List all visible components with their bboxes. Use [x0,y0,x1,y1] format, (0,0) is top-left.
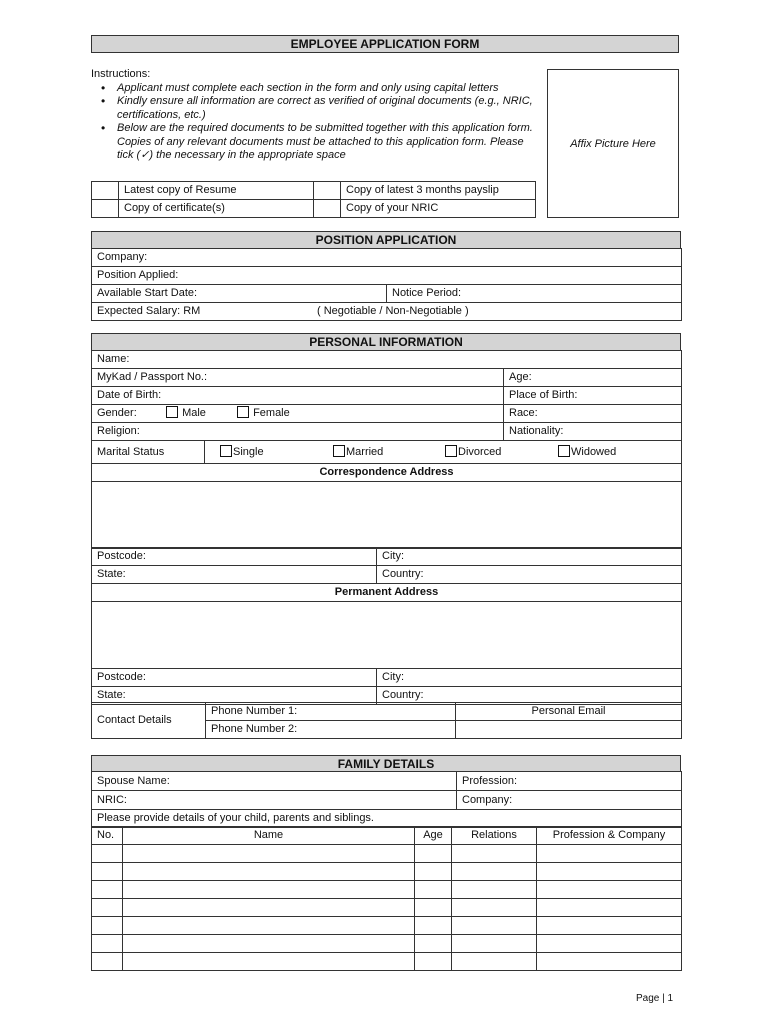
family-member-cell[interactable] [452,881,537,899]
family-member-row [92,899,682,917]
widowed-label: Widowed [571,446,617,458]
family-member-cell[interactable] [123,917,415,935]
family-member-cell[interactable] [92,845,123,863]
family-member-cell[interactable] [537,953,682,971]
checkbox-icon [558,445,570,457]
family-member-cell[interactable] [452,917,537,935]
gender-female-option[interactable] [237,406,290,421]
instruction-item: • Kindly ensure all information are correct as verified of original documents (e.g., NRIC, certifications, etc.) [117,95,541,122]
perm-postcode-field[interactable]: Postcode: [92,669,377,687]
family-member-cell[interactable] [537,845,682,863]
permanent-address-field[interactable] [92,602,682,669]
phone-number-1-field[interactable]: Phone Number 1: [206,703,456,721]
family-member-cell[interactable] [415,881,452,899]
female-label: Female [253,407,290,419]
column-header-age: Age [415,827,452,845]
family-member-cell[interactable] [92,899,123,917]
family-member-cell[interactable] [123,935,415,953]
photo-box[interactable] [547,69,679,218]
payslip-tick-box[interactable] [314,182,341,200]
dob-field[interactable]: Date of Birth: [92,387,504,405]
page-number: Page | 1 [636,993,674,1004]
marital-widowed-option[interactable] [558,445,616,460]
corr-state-field[interactable]: State: [92,566,377,584]
corr-city-field[interactable]: City: [377,548,682,566]
column-header-profession-company: Profession & Company [537,827,682,845]
checkbox-icon [445,445,457,457]
family-member-cell[interactable] [537,935,682,953]
family-section-header: FAMILY DETAILS [91,755,681,772]
family-member-cell[interactable] [92,917,123,935]
expected-salary-field[interactable] [92,303,682,321]
spouse-company-field[interactable]: Company: [457,791,682,810]
contact-details-table [91,702,682,739]
position-section-header: POSITION APPLICATION [91,231,681,249]
start-date-field[interactable]: Available Start Date: [92,285,387,303]
correspondence-address-details [91,547,682,705]
corr-country-field[interactable]: Country: [377,566,682,584]
race-field[interactable]: Race: [504,405,682,423]
company-field[interactable]: Company: [92,249,682,267]
family-member-cell[interactable] [537,863,682,881]
family-member-cell[interactable] [92,953,123,971]
divorced-label: Divorced [458,446,502,458]
family-member-cell[interactable] [415,899,452,917]
column-header-name: Name [123,827,415,845]
position-table [91,248,682,321]
family-member-cell[interactable] [92,881,123,899]
marital-married-option[interactable] [333,445,383,460]
family-member-cell[interactable] [452,845,537,863]
correspondence-address-field[interactable] [92,482,682,549]
family-member-cell[interactable] [123,881,415,899]
notice-period-field[interactable]: Notice Period: [387,285,682,303]
family-members-note: Please provide details of your child, parents and siblings. [92,810,682,828]
documents-checklist [91,181,536,218]
checkbox-icon [166,406,178,418]
family-member-cell[interactable] [123,845,415,863]
family-member-cell[interactable] [123,953,415,971]
family-member-cell[interactable] [415,863,452,881]
family-member-cell[interactable] [92,935,123,953]
perm-city-field[interactable]: City: [377,669,682,687]
family-member-cell[interactable] [415,917,452,935]
pob-field[interactable]: Place of Birth: [504,387,682,405]
family-member-cell[interactable] [537,881,682,899]
family-member-cell[interactable] [452,935,537,953]
nric-tick-box[interactable] [314,200,341,218]
form-title: EMPLOYEE APPLICATION FORM [91,35,679,53]
family-member-row [92,845,682,863]
family-member-row [92,863,682,881]
phone-number-2-field[interactable]: Phone Number 2: [206,721,456,739]
personal-email-field[interactable] [456,721,682,739]
spouse-profession-field[interactable]: Profession: [457,772,682,791]
contact-details-label: Contact Details [92,703,206,739]
mykad-field[interactable]: MyKad / Passport No.: [92,369,504,387]
family-member-row [92,917,682,935]
family-spouse-table [91,771,682,828]
family-members-table [91,826,682,971]
nric-copy-label: Copy of your NRIC [341,200,536,218]
religion-field[interactable]: Religion: [92,423,504,441]
perm-country-field[interactable]: Country: [377,687,682,705]
gender-label: Gender: [97,407,137,419]
marital-single-option[interactable] [220,445,264,460]
spouse-name-field[interactable]: Spouse Name: [92,772,457,791]
gender-male-option[interactable] [166,406,206,421]
instructions [91,68,541,163]
marital-divorced-option[interactable] [445,445,501,460]
correspondence-address-header: Correspondence Address [92,464,682,482]
family-member-cell[interactable] [452,899,537,917]
single-label: Single [233,446,264,458]
payslip-label: Copy of latest 3 months payslip [341,182,536,200]
family-member-cell[interactable] [123,899,415,917]
marital-status-options [205,441,682,464]
corr-postcode-field[interactable]: Postcode: [92,548,377,566]
family-member-cell[interactable] [415,935,452,953]
family-member-row [92,935,682,953]
marital-status-label: Marital Status [92,441,205,464]
personal-table [91,350,682,549]
gender-field [92,405,504,423]
family-member-cell[interactable] [537,917,682,935]
age-field[interactable]: Age: [504,369,682,387]
checkbox-icon [333,445,345,457]
family-member-row [92,881,682,899]
family-member-cell[interactable] [92,863,123,881]
nationality-field[interactable]: Nationality: [504,423,682,441]
negotiable-option: ( Negotiable / Non-Negotiable ) [317,305,469,317]
instruction-item: • Below are the required documents to be submitted together with this application form. Copies of any relevant documents must be attached to this application form. Please tick (✓) the necessary in the appropriate space [117,122,541,163]
spouse-nric-field[interactable]: NRIC: [92,791,457,810]
permanent-address-header: Permanent Address [92,584,682,602]
personal-section-header: PERSONAL INFORMATION [91,333,681,351]
family-member-cell[interactable] [452,953,537,971]
family-member-cell[interactable] [537,899,682,917]
perm-state-field[interactable]: State: [92,687,377,705]
instructions-heading: Instructions: [91,68,151,80]
name-field[interactable]: Name: [92,351,682,369]
salary-label: Expected Salary: RM [97,305,201,317]
certificate-tick-box[interactable] [92,200,119,218]
family-member-cell[interactable] [415,845,452,863]
instruction-item: • Applicant must complete each section in the form and only using capital letters [117,82,541,96]
checkbox-icon [220,445,232,457]
photo-box-label: Affix Picture Here [570,137,656,150]
column-header-no: No. [92,827,123,845]
certificate-label: Copy of certificate(s) [119,200,314,218]
personal-email-label: Personal Email [456,703,682,721]
family-member-cell[interactable] [452,863,537,881]
column-header-relations: Relations [452,827,537,845]
family-member-cell[interactable] [415,953,452,971]
family-member-cell[interactable] [123,863,415,881]
married-label: Married [346,446,384,458]
resume-tick-box[interactable] [92,182,119,200]
resume-label: Latest copy of Resume [119,182,314,200]
male-label: Male [182,407,206,419]
checkbox-icon [237,406,249,418]
family-member-row [92,953,682,971]
position-applied-field[interactable]: Position Applied: [92,267,682,285]
